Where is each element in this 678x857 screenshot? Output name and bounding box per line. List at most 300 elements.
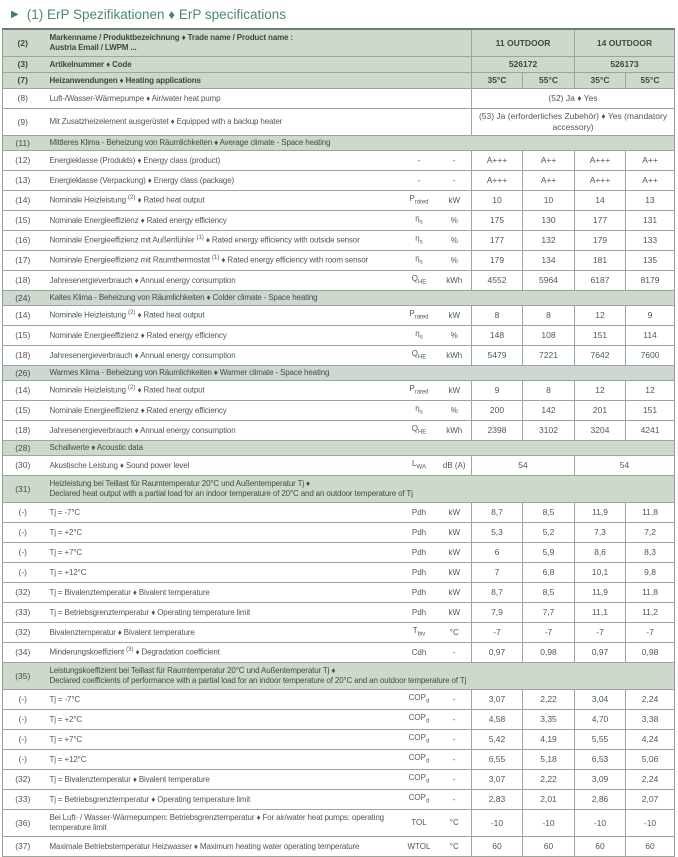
- table-row: [3, 57, 675, 73]
- label-superscript: (2): [128, 385, 136, 392]
- row-label: [43, 326, 401, 346]
- label-text: Nominale Energieeffizienz mit Raumthermostat: [49, 255, 213, 265]
- row-code: (3): [3, 57, 43, 73]
- row-unit: %: [438, 231, 472, 251]
- table-row: [3, 271, 675, 291]
- symbol-base: Pdh: [411, 547, 427, 557]
- table-row: [3, 810, 675, 837]
- row-unit: kWh: [438, 346, 472, 366]
- table-row: [3, 710, 675, 730]
- row-code: (18): [3, 271, 43, 291]
- row-value: 4552: [472, 271, 523, 291]
- row-label: [43, 543, 401, 563]
- symbol-base: P: [409, 193, 415, 203]
- row-value: 142: [523, 401, 575, 421]
- label-text: Akustische Leistung ♦ Sound power level: [49, 460, 190, 470]
- row-value: 130: [523, 211, 575, 231]
- table-row: [3, 583, 675, 603]
- symbol-subscript: HE: [417, 354, 427, 361]
- symbol-base: P: [409, 383, 415, 393]
- label-text: Jahresenergieverbrauch ♦ Annual energy consumption: [49, 350, 236, 360]
- row-value: 177: [472, 231, 523, 251]
- label-text: ♦ Rated energy efficiency with outside sensor: [203, 235, 360, 245]
- row-label: [43, 211, 401, 231]
- row-value: 4,19: [523, 730, 575, 750]
- label-text: Kaltes Klima - Beheizung von Räumlichkeiten ♦ Colder climate - Space heating: [49, 293, 318, 302]
- table-row: [3, 603, 675, 623]
- row-value: 11,8: [626, 503, 675, 523]
- row-symbol: [401, 690, 438, 710]
- row-symbol: [401, 306, 438, 326]
- row-unit: kW: [438, 583, 472, 603]
- row-symbol: [401, 503, 438, 523]
- row-label: [43, 151, 401, 171]
- table-row: [3, 251, 675, 271]
- row-code: (13): [3, 171, 43, 191]
- row-code: (18): [3, 346, 43, 366]
- symbol-subscript: s: [419, 239, 423, 246]
- label-text: Luft-/Wasser-Wärmepumpe ♦ Air/water heat pump: [49, 93, 221, 103]
- row-value: 8: [523, 306, 575, 326]
- row-value: 8,7: [472, 503, 523, 523]
- section-header-row: [3, 441, 675, 456]
- row-value: 8,5: [523, 583, 575, 603]
- table-row: [3, 211, 675, 231]
- row-label: [43, 583, 401, 603]
- row-symbol: [401, 710, 438, 730]
- label-text: Tj = -7°C: [49, 507, 81, 517]
- symbol-subscript: HE: [417, 279, 427, 286]
- symbol-base: Pdh: [411, 507, 427, 517]
- section-header-row: [3, 366, 675, 381]
- row-unit: kWh: [438, 271, 472, 291]
- row-code: (2): [3, 29, 43, 57]
- row-label: [43, 136, 675, 151]
- label-text: ♦ Rated heat output: [135, 385, 205, 395]
- label-text: Nominale Heizleistung: [49, 195, 129, 205]
- row-value: 8,6: [575, 543, 626, 563]
- row-label: [43, 710, 401, 730]
- row-value: 11,9: [575, 583, 626, 603]
- row-label: [43, 790, 401, 810]
- symbol-base: Q: [411, 423, 418, 433]
- row-value: 7,7: [523, 603, 575, 623]
- row-value: 108: [523, 326, 575, 346]
- table-row: [3, 151, 675, 171]
- row-value: 5,55: [575, 730, 626, 750]
- row-value: 3204: [575, 421, 626, 441]
- row-code: (30): [3, 456, 43, 476]
- row-symbol: [401, 456, 438, 476]
- row-value: 13: [626, 191, 675, 211]
- table-row: [3, 543, 675, 563]
- row-value: -10: [575, 810, 626, 837]
- expand-arrow-icon: ▶: [11, 8, 19, 20]
- row-value: A++: [523, 151, 575, 171]
- row-value: 5,06: [626, 750, 675, 770]
- label-text: Maximale Betriebstemperatur Heizwasser ♦ Maximum heating water operating temperature: [49, 841, 360, 851]
- row-unit: -: [438, 770, 472, 790]
- row-label: [43, 366, 675, 381]
- row-label: [43, 271, 401, 291]
- row-symbol: [401, 191, 438, 211]
- symbol-subscript: rated: [414, 314, 429, 321]
- row-value: -7: [523, 623, 575, 643]
- row-label: [43, 109, 472, 136]
- row-value: 179: [575, 231, 626, 251]
- row-value: 7642: [575, 346, 626, 366]
- row-value: 151: [575, 326, 626, 346]
- section-header-row: [3, 663, 675, 690]
- row-code: (33): [3, 603, 43, 623]
- row-value: (53) Ja (erforderliches Zubehör) ♦ Yes (mandatory accessory): [472, 109, 675, 136]
- table-row: [3, 730, 675, 750]
- row-code: (-): [3, 543, 43, 563]
- row-label: [43, 810, 401, 837]
- row-unit: -: [438, 790, 472, 810]
- row-value: 200: [472, 401, 523, 421]
- row-code: (32): [3, 583, 43, 603]
- row-code: (14): [3, 191, 43, 211]
- row-symbol: [401, 583, 438, 603]
- row-symbol: [401, 837, 438, 857]
- row-label: [43, 306, 401, 326]
- table-row: [3, 401, 675, 421]
- row-code: (-): [3, 503, 43, 523]
- row-code: (-): [3, 730, 43, 750]
- row-value: -7: [575, 623, 626, 643]
- table-row: [3, 326, 675, 346]
- row-value: 175: [472, 211, 523, 231]
- row-value: 35°C: [472, 73, 523, 89]
- row-value: 9,8: [626, 563, 675, 583]
- row-value: 7600: [626, 346, 675, 366]
- row-value: 54: [575, 456, 675, 476]
- row-unit: -: [438, 730, 472, 750]
- symbol-subscript: d: [426, 698, 430, 705]
- row-unit: -: [438, 171, 472, 191]
- table-row: [3, 523, 675, 543]
- row-symbol: [401, 381, 438, 401]
- row-unit: -: [438, 690, 472, 710]
- row-value: 7,9: [472, 603, 523, 623]
- row-value: 5964: [523, 271, 575, 291]
- row-value: 0,98: [523, 643, 575, 663]
- row-label: [43, 441, 675, 456]
- row-value: 35°C: [575, 73, 626, 89]
- row-value: 55°C: [523, 73, 575, 89]
- symbol-subscript: d: [426, 778, 430, 785]
- label-text: Nominale Energieeffizienz ♦ Rated energy efficiency: [49, 215, 227, 225]
- row-value: -10: [626, 810, 675, 837]
- row-value: 7221: [523, 346, 575, 366]
- row-code: (34): [3, 643, 43, 663]
- label-second-line: Declared coefficients of performance with a partial load for an indoor temperature of 20°C and an outdoor temperature of Tj: [49, 676, 467, 685]
- table-row: [3, 381, 675, 401]
- row-label: [43, 346, 401, 366]
- row-value: A++: [626, 171, 675, 191]
- label-text: Energieklasse (Produkts) ♦ Energy class (product): [49, 155, 221, 165]
- row-label: [43, 770, 401, 790]
- row-label: [43, 523, 401, 543]
- symbol-base: η: [415, 328, 420, 338]
- symbol-base: COP: [408, 692, 426, 702]
- row-value: (52) Ja ♦ Yes: [472, 89, 675, 109]
- row-label: [43, 421, 401, 441]
- symbol-base: T: [412, 625, 418, 635]
- label-superscript: (1): [212, 255, 220, 262]
- symbol-base: TOL: [411, 818, 427, 827]
- row-unit: -: [438, 710, 472, 730]
- row-value: 8,5: [523, 503, 575, 523]
- row-label: [43, 837, 401, 857]
- row-value: 60: [472, 837, 523, 857]
- symbol-base: η: [415, 253, 420, 263]
- table-row: [3, 643, 675, 663]
- table-row: [3, 29, 675, 57]
- section-header-row: [3, 476, 675, 503]
- row-value: 6: [472, 543, 523, 563]
- row-value: 5,18: [523, 750, 575, 770]
- row-symbol: [401, 211, 438, 231]
- row-unit: dB (A): [438, 456, 472, 476]
- label-text: Nominale Energieeffizienz ♦ Rated energy efficiency: [49, 330, 227, 340]
- label-text: Tj = +2°C: [49, 714, 83, 724]
- row-value: 2,22: [523, 690, 575, 710]
- row-value: 2398: [472, 421, 523, 441]
- row-value: 5,9: [523, 543, 575, 563]
- row-value: 2,24: [626, 770, 675, 790]
- row-value: 526173: [575, 57, 675, 73]
- label-text: ♦ Degradation coefficient: [133, 647, 220, 657]
- row-value: 10: [472, 191, 523, 211]
- row-symbol: [401, 346, 438, 366]
- row-value: 134: [523, 251, 575, 271]
- row-code: (15): [3, 211, 43, 231]
- row-value: 177: [575, 211, 626, 231]
- row-value: 0,97: [472, 643, 523, 663]
- row-symbol: [401, 810, 438, 837]
- row-code: (-): [3, 690, 43, 710]
- label-text: Tj = Betriebsgrenztemperatur ♦ Operating temperature limit: [49, 794, 251, 804]
- row-symbol: [401, 151, 438, 171]
- row-value: 201: [575, 401, 626, 421]
- row-unit: %: [438, 401, 472, 421]
- row-value: 3,38: [626, 710, 675, 730]
- table-row: [3, 770, 675, 790]
- label-text: Tj = Bivalenztemperatur ♦ Bivalent temperature: [49, 587, 210, 597]
- row-value: 60: [626, 837, 675, 857]
- row-value: 133: [626, 231, 675, 251]
- row-code: (35): [3, 663, 43, 690]
- label-superscript: (2): [128, 310, 136, 317]
- table-row: [3, 73, 675, 89]
- row-value: 3,35: [523, 710, 575, 730]
- row-value: 3,09: [575, 770, 626, 790]
- label-text: Nominale Heizleistung: [49, 385, 129, 395]
- row-value: 3,07: [472, 770, 523, 790]
- table-row: [3, 690, 675, 710]
- label-second-line: Declared heat output with a partial load for an indoor temperature of 20°C and an outdoor temperature of Tj: [49, 489, 413, 498]
- section-header-row: [3, 136, 675, 151]
- row-unit: kW: [438, 381, 472, 401]
- label-text: Schallwerte ♦ Acoustic data: [49, 443, 143, 452]
- label-text: Heizanwendungen ♦ Heating applications: [49, 75, 201, 85]
- row-label: [43, 73, 472, 89]
- row-unit: kW: [438, 563, 472, 583]
- row-label: [43, 503, 401, 523]
- row-value: 2,83: [472, 790, 523, 810]
- row-code: (-): [3, 523, 43, 543]
- row-label: [43, 171, 401, 191]
- row-value: 135: [626, 251, 675, 271]
- row-value: 12: [575, 381, 626, 401]
- row-value: 3102: [523, 421, 575, 441]
- label-text: Tj = -7°C: [49, 694, 81, 704]
- row-symbol: [401, 523, 438, 543]
- symbol-base: Cdh: [411, 647, 427, 657]
- row-label: [43, 89, 472, 109]
- symbol-base: Q: [411, 348, 418, 358]
- row-unit: kW: [438, 523, 472, 543]
- row-unit: °C: [438, 837, 472, 857]
- row-symbol: [401, 543, 438, 563]
- erp-spec-table: [2, 28, 675, 857]
- symbol-base: L: [412, 458, 417, 468]
- row-value: 8,7: [472, 583, 523, 603]
- symbol-base: COP: [408, 792, 426, 802]
- row-value: 526172: [472, 57, 575, 73]
- row-unit: %: [438, 251, 472, 271]
- row-value: 5,2: [523, 523, 575, 543]
- section-header-row: [3, 291, 675, 306]
- label-text: Artikelnummer ♦ Code: [49, 59, 132, 69]
- row-value: 4,58: [472, 710, 523, 730]
- row-label: [43, 563, 401, 583]
- symbol-base: COP: [408, 752, 426, 762]
- section-title-bar[interactable]: [0, 0, 678, 28]
- row-value: 60: [523, 837, 575, 857]
- label-text: Nominale Energieeffizienz mit Außenfühler: [49, 235, 197, 245]
- row-code: (26): [3, 366, 43, 381]
- row-value: 9: [626, 306, 675, 326]
- row-value: A++: [626, 151, 675, 171]
- row-label: [43, 251, 401, 271]
- row-value: 14: [575, 191, 626, 211]
- row-symbol: [401, 421, 438, 441]
- symbol-subscript: biv: [417, 631, 426, 638]
- row-value: 4241: [626, 421, 675, 441]
- table-row: [3, 790, 675, 810]
- row-code: (16): [3, 231, 43, 251]
- label-text: Tj = +7°C: [49, 734, 83, 744]
- row-value: A+++: [472, 171, 523, 191]
- row-value: A+++: [575, 151, 626, 171]
- symbol-base: COP: [408, 712, 426, 722]
- symbol-base: η: [415, 403, 420, 413]
- label-text: ♦ Rated heat output: [135, 195, 205, 205]
- symbol-subscript: d: [426, 718, 430, 725]
- row-value: 8,3: [626, 543, 675, 563]
- row-value: 6,55: [472, 750, 523, 770]
- row-unit: -: [438, 643, 472, 663]
- table-row: [3, 109, 675, 136]
- row-unit: °C: [438, 810, 472, 837]
- row-value: -10: [472, 810, 523, 837]
- row-value: A++: [523, 171, 575, 191]
- page-title: (1) ErP Spezifikationen ♦ ErP specifications: [26, 7, 286, 22]
- row-unit: kW: [438, 603, 472, 623]
- row-label: [43, 643, 401, 663]
- row-symbol: [401, 603, 438, 623]
- row-value: -7: [626, 623, 675, 643]
- row-value: 5479: [472, 346, 523, 366]
- table-row: [3, 306, 675, 326]
- table-row: [3, 563, 675, 583]
- row-unit: kW: [438, 306, 472, 326]
- row-value: 10: [523, 191, 575, 211]
- label-text: Warmes Klima - Beheizung von Räumlichkeiten ♦ Warmer climate - Space heating: [49, 368, 330, 377]
- row-value: -10: [523, 810, 575, 837]
- row-value: 114: [626, 326, 675, 346]
- row-symbol: [401, 730, 438, 750]
- row-value: 8: [523, 381, 575, 401]
- row-unit: kW: [438, 503, 472, 523]
- row-symbol: [401, 326, 438, 346]
- label-text: Nominale Heizleistung: [49, 310, 129, 320]
- row-code: (37): [3, 837, 43, 857]
- row-value: 2,24: [626, 690, 675, 710]
- row-value: 11,8: [626, 583, 675, 603]
- row-code: (-): [3, 750, 43, 770]
- row-label: [43, 456, 401, 476]
- row-value: 6,8: [523, 563, 575, 583]
- symbol-base: WTOL: [407, 841, 431, 851]
- symbol-subscript: s: [419, 219, 423, 226]
- row-value: 2,01: [523, 790, 575, 810]
- row-symbol: [401, 643, 438, 663]
- symbol-subscript: HE: [417, 429, 427, 436]
- row-code: (9): [3, 109, 43, 136]
- label-text: Mit Zusatzheizelement ausgerüstet ♦ Equipped with a backup heater: [49, 117, 283, 126]
- row-value: 60: [575, 837, 626, 857]
- row-value: A+++: [575, 171, 626, 191]
- row-value: 6,53: [575, 750, 626, 770]
- row-label: [43, 291, 675, 306]
- label-superscript: (1): [196, 235, 204, 242]
- row-code: (8): [3, 89, 43, 109]
- row-value: 4,70: [575, 710, 626, 730]
- row-code: (17): [3, 251, 43, 271]
- row-value: 10,1: [575, 563, 626, 583]
- row-value: 6187: [575, 271, 626, 291]
- row-symbol: [401, 271, 438, 291]
- symbol-subscript: d: [426, 758, 430, 765]
- row-value: 2,22: [523, 770, 575, 790]
- row-value: 14 OUTDOOR: [575, 29, 675, 57]
- row-label: [43, 476, 675, 503]
- row-unit: %: [438, 211, 472, 231]
- row-code: (32): [3, 770, 43, 790]
- row-code: (15): [3, 401, 43, 421]
- table-row: [3, 456, 675, 476]
- row-unit: -: [438, 750, 472, 770]
- row-value: 7: [472, 563, 523, 583]
- row-code: (31): [3, 476, 43, 503]
- row-label: [43, 603, 401, 623]
- row-value: 151: [626, 401, 675, 421]
- symbol-subscript: s: [419, 334, 423, 341]
